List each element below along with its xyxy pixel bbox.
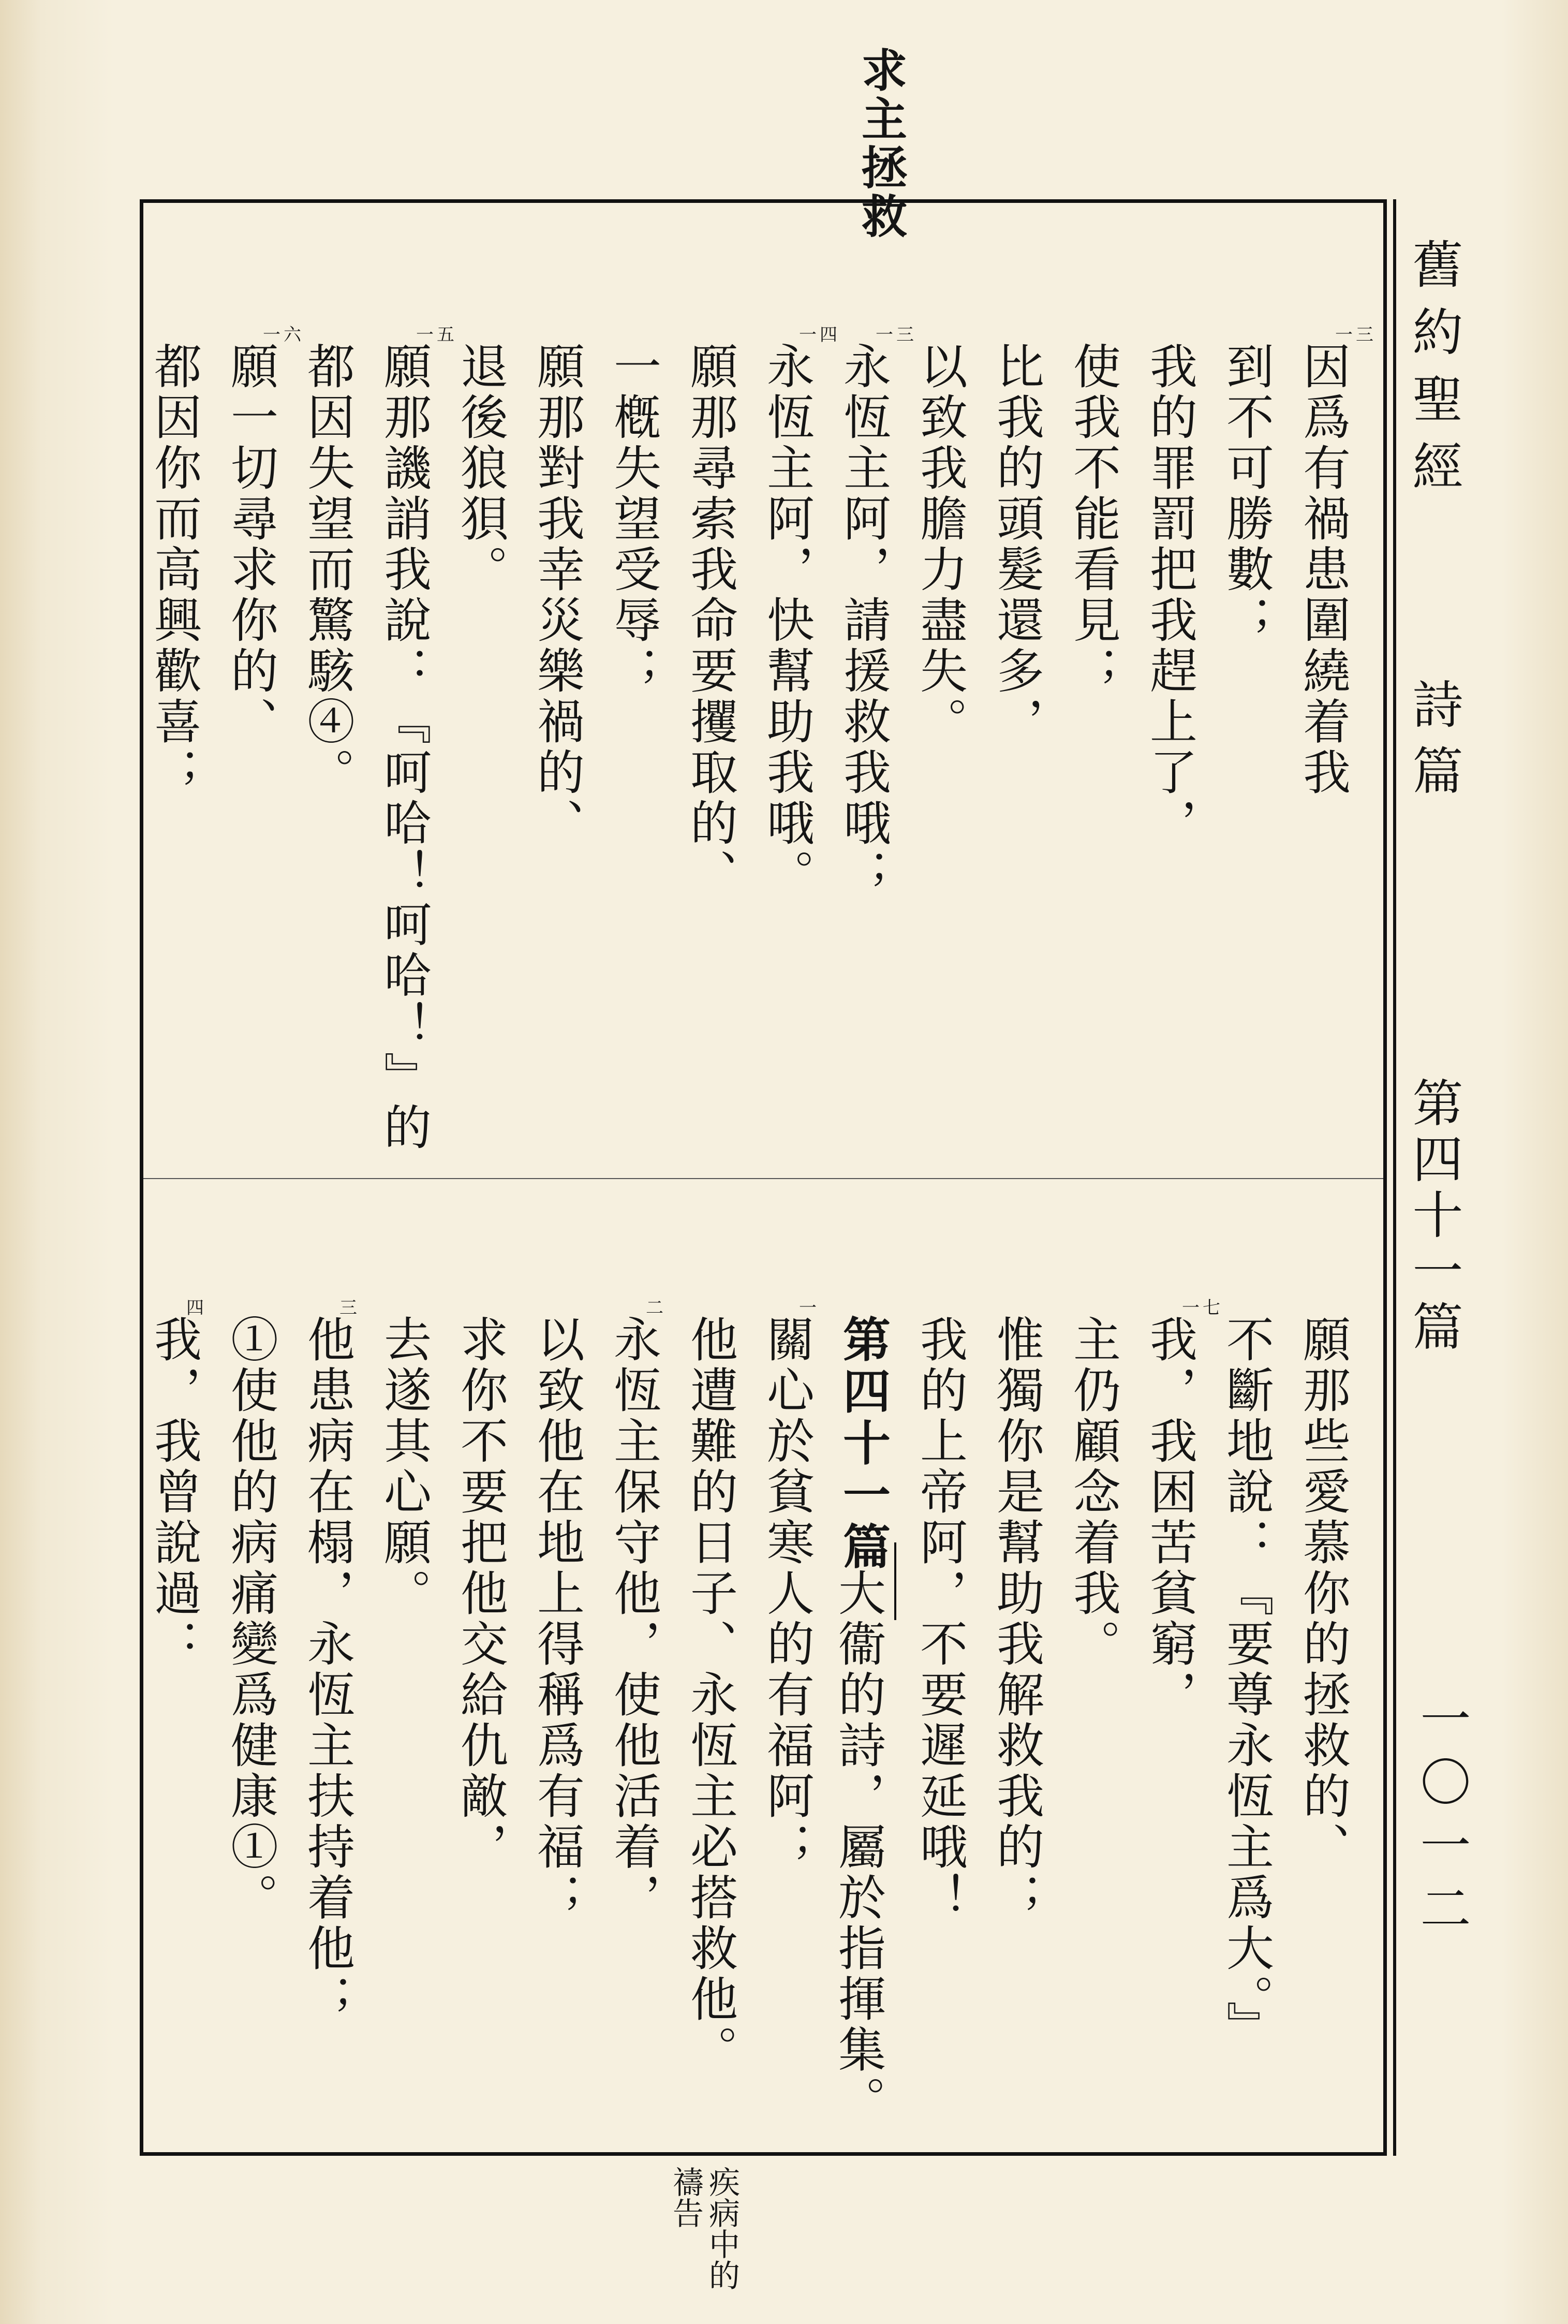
psalm-heading-text: 第四十一篇 — [835, 1315, 891, 1573]
verse-line — [683, 342, 738, 900]
verse-text: 求你不要把他交給仇敵， — [453, 1315, 508, 1873]
verse-text: 我，我曾說過： — [146, 1315, 202, 1670]
verse-text: 都因失望而驚駭④。 — [300, 342, 355, 798]
verse-number: 一三 — [876, 325, 917, 345]
verse-text: 使我不能看見； — [1066, 342, 1121, 697]
verse-text: 永恆主保守他，使他活着， — [606, 1315, 661, 1923]
verse-number: 一 — [799, 1298, 820, 1318]
verse-line — [1295, 325, 1377, 798]
verse-line — [759, 325, 840, 900]
verse-number: 三 — [339, 1298, 360, 1318]
verse-line — [989, 342, 1044, 747]
verse-text: 關心於貧寒人的有福阿； — [759, 1315, 815, 1873]
verse-line — [606, 342, 661, 697]
verse-line — [1142, 342, 1197, 849]
verse-text: 因爲有禍患圍繞着我 — [1295, 342, 1351, 798]
verse-line — [759, 1298, 820, 1873]
verse-text: 不斷地說：『要尊永恆主爲大。』 — [1219, 1315, 1274, 2052]
verse-text: 比我的頭髮還多， — [989, 342, 1044, 747]
verse-number: 二 — [646, 1298, 667, 1318]
verse-text: 永恆主阿，快幫助我哦。 — [759, 342, 815, 900]
verse-line — [912, 342, 968, 747]
subtitle-rule — [894, 1542, 896, 1620]
verse-line — [836, 325, 917, 900]
verse-line — [453, 1315, 508, 1873]
verse-line — [683, 1315, 738, 2076]
verse-line — [1219, 1315, 1274, 2052]
verse-number: 一七 — [1182, 1298, 1223, 1318]
verse-number: 一五 — [416, 325, 457, 345]
verse-line — [529, 342, 585, 849]
psalm-subtitle: 大衞的詩，屬於指揮集。 — [831, 1568, 886, 2126]
frame-right-rule — [1393, 199, 1396, 2156]
verse-number: 一六 — [263, 325, 304, 345]
running-head-section: 詩篇 — [1404, 678, 1463, 811]
verse-text: 惟獨你是幫助我解救我的； — [989, 1315, 1044, 1923]
verse-number: 一三 — [1335, 325, 1377, 345]
verse-text: 願那譏誚我說：『呵哈！呵哈！』的 — [376, 342, 432, 1153]
verse-line — [1066, 342, 1121, 697]
running-head-book: 舊約聖經 — [1404, 238, 1463, 507]
verse-line — [376, 325, 457, 1153]
verse-line — [223, 1315, 278, 1923]
verse-text: 願那些愛慕你的拯救的、 — [1295, 1315, 1351, 1873]
verse-text: ①使他的病痛變爲健康①。 — [223, 1315, 278, 1923]
verse-number: 四 — [186, 1298, 207, 1318]
verse-text: 願那對我幸災樂禍的、 — [529, 342, 585, 849]
verse-text: 一槪失望受辱； — [606, 342, 661, 697]
verse-line — [300, 342, 355, 798]
frame-divider — [143, 1178, 1383, 1179]
verse-line — [376, 1315, 432, 1619]
page-number: 一〇一二 — [1412, 1693, 1471, 1945]
verse-text: 願一切尋求你的、 — [223, 342, 278, 747]
running-head-chapter: 第四十一篇 — [1404, 1077, 1463, 1356]
verse-text: 我的罪罰把我趕上了， — [1142, 342, 1197, 849]
verse-text: 退後狼狽。 — [453, 342, 508, 595]
verse-line — [989, 1315, 1044, 1923]
verse-line — [300, 1298, 360, 2025]
verse-text: 以致他在地上得稱爲有福； — [529, 1315, 585, 1923]
verse-text: 以致我膽力盡失。 — [912, 342, 968, 747]
verse-text: 他遭難的日子、永恆主必搭救他。 — [683, 1315, 738, 2076]
verse-line — [1295, 1315, 1351, 1873]
verse-line — [529, 1315, 585, 1923]
verse-line — [146, 1298, 207, 1670]
verse-text: 我，我困苦貧窮， — [1142, 1315, 1197, 1720]
verse-text: 主仍顧念着我。 — [1066, 1315, 1121, 1670]
verse-line — [1066, 1315, 1121, 1670]
verse-text: 他患病在榻，永恆主扶持着他； — [300, 1315, 355, 2025]
psalm-heading — [835, 1315, 891, 1573]
verse-text: 我的上帝阿，不要遲延哦！ — [912, 1315, 968, 1923]
verse-line — [912, 1315, 968, 1923]
verse-line — [223, 325, 304, 747]
top-margin-label: 求主拯救 — [854, 47, 908, 241]
verse-text: 都因你而高興歡喜； — [146, 342, 202, 798]
verse-text: 到不可勝數； — [1219, 342, 1274, 646]
verse-number: 一四 — [799, 325, 840, 345]
verse-text: 永恆主阿，請援救我哦； — [836, 342, 891, 900]
bottom-margin-note: 疾病中的禱告 — [668, 2166, 740, 2290]
verse-line — [606, 1298, 667, 1923]
verse-text: 去遂其心願。 — [376, 1315, 432, 1619]
verse-text: 願那尋索我命要攫取的、 — [683, 342, 738, 900]
verse-line — [1142, 1298, 1223, 1720]
verse-line — [453, 342, 508, 595]
verse-line — [1219, 342, 1274, 646]
verse-line — [146, 342, 202, 798]
